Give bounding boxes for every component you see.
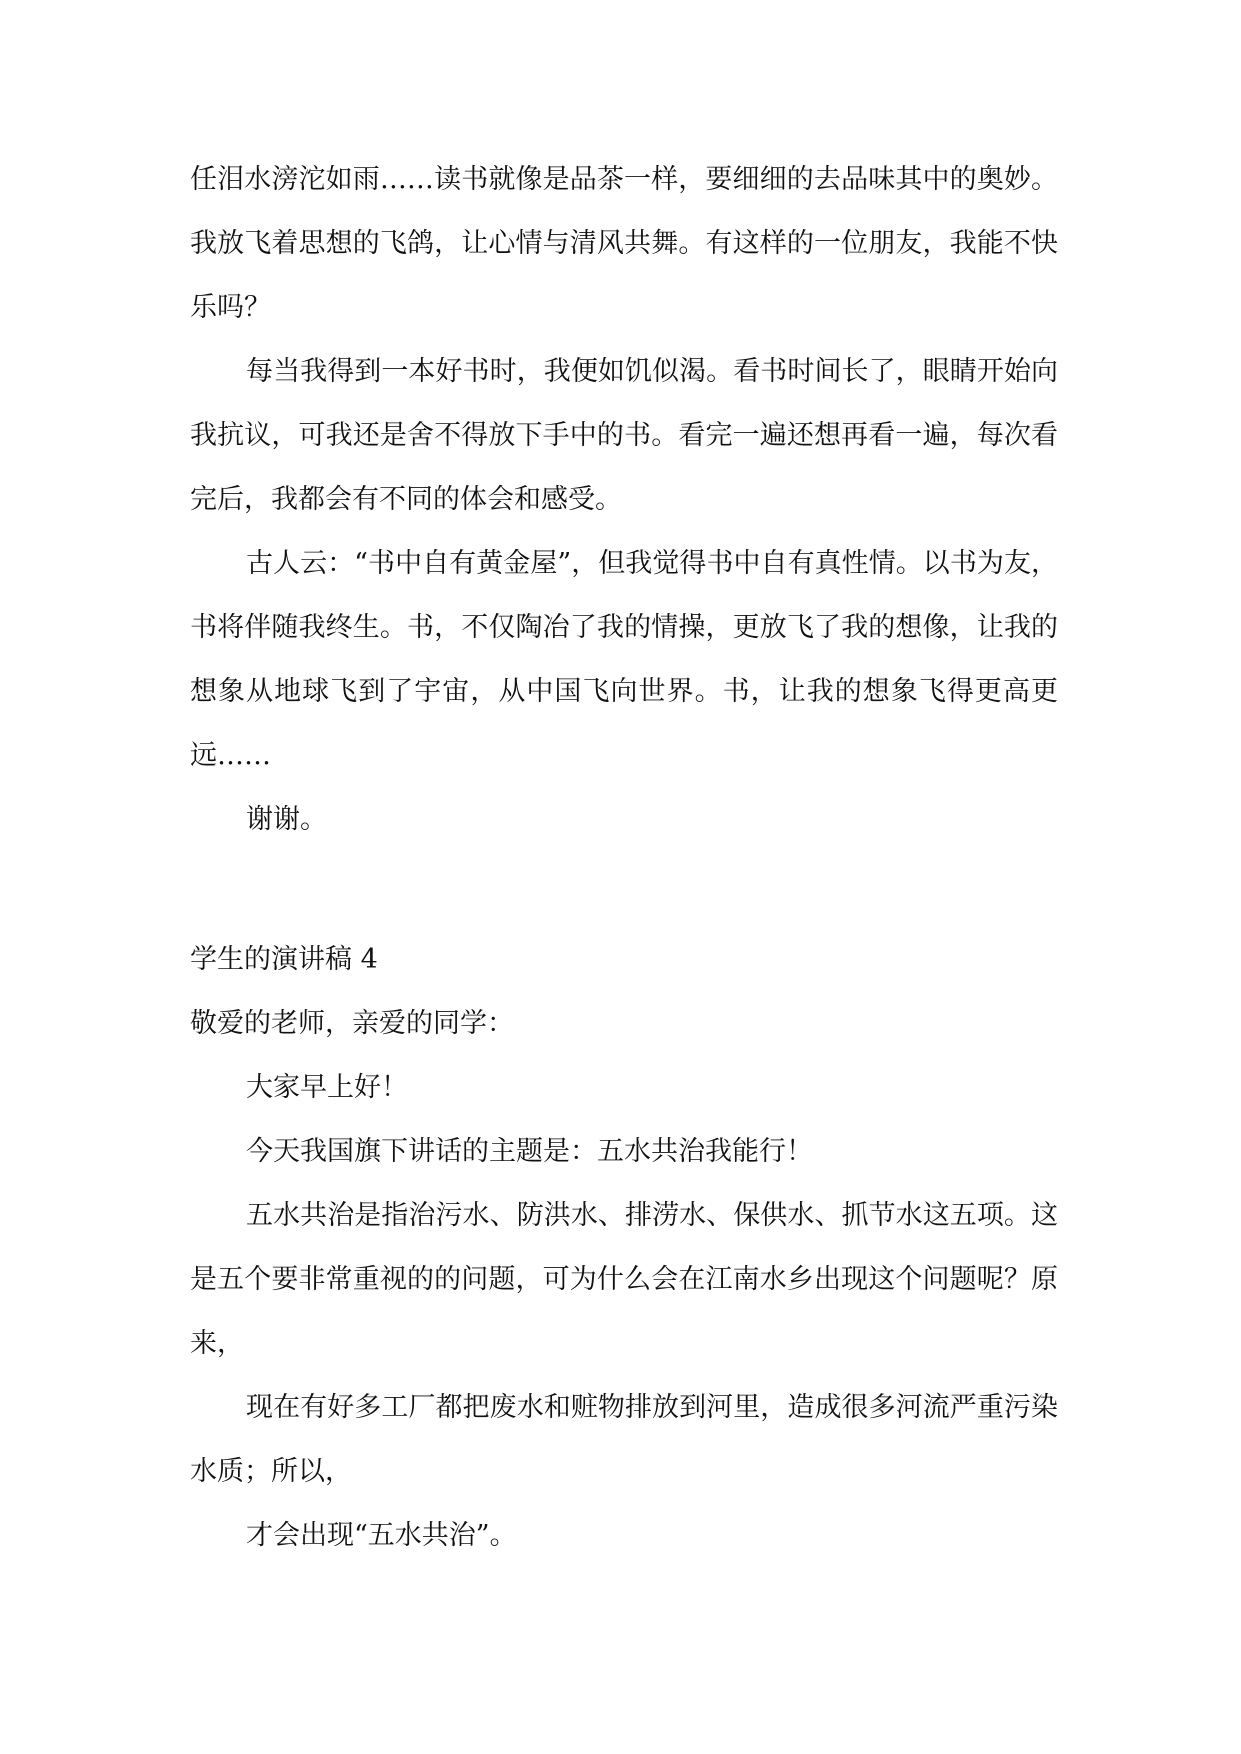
paragraph-reading-habit: 每当我得到一本好书时，我便如饥似渴。看书时间长了，眼睛开始向我抗议，可我还是舍不得放下手中的书。看完一遍还想再看一遍，每次看完后，我都会有不同的体会和感受。	[190, 356, 1058, 515]
paragraph-definition: 五水共治是指治污水、防洪水、排涝水、保供水、抓节水这五项。这是五个要非常重视的的问题，可为什么会在江南水乡出现这个问题呢？原来，	[190, 1200, 1058, 1359]
section-title: 学生的演讲稿 4	[190, 944, 378, 975]
paragraph-conclusion: 才会出现“五水共治”。	[246, 1520, 517, 1551]
paragraph-pollution: 现在有好多工厂都把废水和赃物排放到河里，造成很多河流严重污染水质；所以，	[190, 1392, 1058, 1487]
paragraph-continuation: 任泪水滂沱如雨……读书就像是品茶一样，要细细的去品味其中的奥妙。我放飞着思想的飞鸽，让心情与清风共舞。有这样的一位朋友，我能不快乐吗？	[190, 164, 1058, 323]
section-a	[190, 148, 1058, 852]
paragraph-ancient-saying: 古人云：“书中自有黄金屋”，但我觉得书中自有真性情。以书为友，书将伴随我终生。书，不仅陶冶了我的情操，更放飞了我的想像，让我的想象从地球飞到了宇宙，从中国飞向世界。书，让我的想象飞得更高更远……	[190, 548, 1058, 771]
paragraph-topic: 今天我国旗下讲话的主题是：五水共治我能行！	[246, 1136, 813, 1167]
paragraph-greeting: 大家早上好！	[246, 1072, 408, 1103]
salutation: 敬爱的老师，亲爱的同学：	[190, 1008, 514, 1039]
paragraph-thanks: 谢谢。	[246, 804, 327, 835]
section-b	[190, 928, 1058, 1568]
